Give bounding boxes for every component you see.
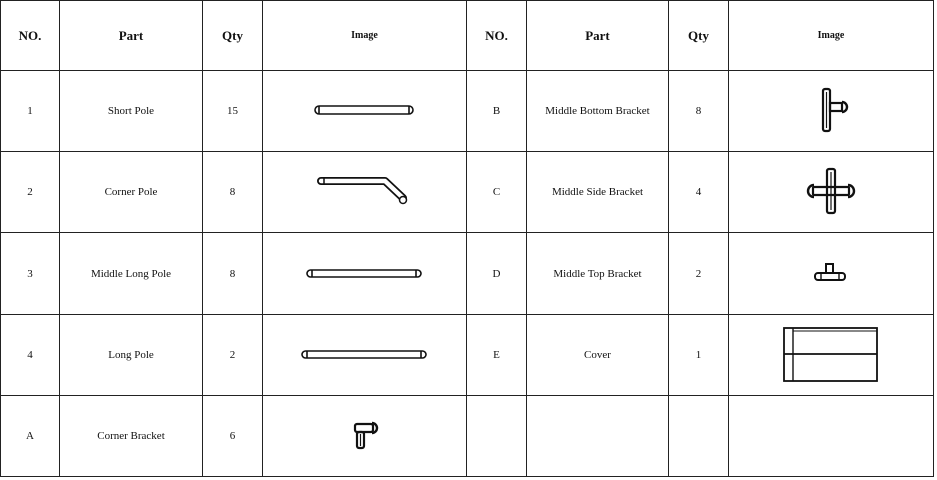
part-qty xyxy=(669,395,729,476)
part-image xyxy=(263,71,467,152)
table-row xyxy=(1,152,934,233)
short-pole-icon xyxy=(310,101,420,121)
part-image xyxy=(263,314,467,395)
table-row xyxy=(1,233,934,314)
corner-bracket-icon xyxy=(350,420,380,452)
part-qty: 2 xyxy=(669,233,729,314)
part-number: B xyxy=(467,71,527,152)
part-name: Middle Long Pole xyxy=(60,233,203,314)
part-number: 1 xyxy=(1,71,60,152)
part-number: 4 xyxy=(1,314,60,395)
part-name: Middle Top Bracket xyxy=(527,233,669,314)
part-image xyxy=(263,152,467,233)
part-name: Middle Bottom Bracket xyxy=(527,71,669,152)
middle-side-bracket-icon xyxy=(806,166,856,218)
table-row xyxy=(1,314,934,395)
long-pole-icon xyxy=(298,345,432,365)
part-qty: 1 xyxy=(669,314,729,395)
part-qty: 4 xyxy=(669,152,729,233)
part-name: Middle Side Bracket xyxy=(527,152,669,233)
header-image-right: Image xyxy=(729,1,934,71)
part-image xyxy=(729,395,934,476)
header-qty-right: Qty xyxy=(669,1,729,71)
part-number xyxy=(467,395,527,476)
table-row xyxy=(1,395,934,476)
part-qty: 2 xyxy=(203,314,263,395)
middle-top-bracket-icon xyxy=(811,261,851,287)
part-number: 3 xyxy=(1,233,60,314)
middle-bottom-bracket-icon xyxy=(811,86,851,136)
header-no-right: NO. xyxy=(467,1,527,71)
header-part-right: Part xyxy=(527,1,669,71)
part-qty: 8 xyxy=(203,233,263,314)
part-image xyxy=(729,71,934,152)
part-name: Long Pole xyxy=(60,314,203,395)
part-image xyxy=(729,152,934,233)
part-name: Cover xyxy=(527,314,669,395)
part-number: C xyxy=(467,152,527,233)
middle-long-pole-icon xyxy=(303,264,427,284)
part-image xyxy=(263,395,467,476)
header-row xyxy=(1,1,934,71)
part-qty: 6 xyxy=(203,395,263,476)
part-name xyxy=(527,395,669,476)
part-number: D xyxy=(467,233,527,314)
part-image xyxy=(263,233,467,314)
part-number: E xyxy=(467,314,527,395)
cover-icon xyxy=(781,325,881,385)
part-image xyxy=(729,314,934,395)
part-name: Short Pole xyxy=(60,71,203,152)
table-row xyxy=(1,71,934,152)
header-image: Image xyxy=(263,1,467,71)
header-qty: Qty xyxy=(203,1,263,71)
header-no: NO. xyxy=(1,1,60,71)
part-number: 2 xyxy=(1,152,60,233)
part-qty: 8 xyxy=(203,152,263,233)
part-qty: 8 xyxy=(669,71,729,152)
part-qty: 15 xyxy=(203,71,263,152)
part-image xyxy=(729,233,934,314)
part-name: Corner Pole xyxy=(60,152,203,233)
header-part: Part xyxy=(60,1,203,71)
part-number: A xyxy=(1,395,60,476)
corner-pole-icon xyxy=(315,174,415,210)
part-name: Corner Bracket xyxy=(60,395,203,476)
